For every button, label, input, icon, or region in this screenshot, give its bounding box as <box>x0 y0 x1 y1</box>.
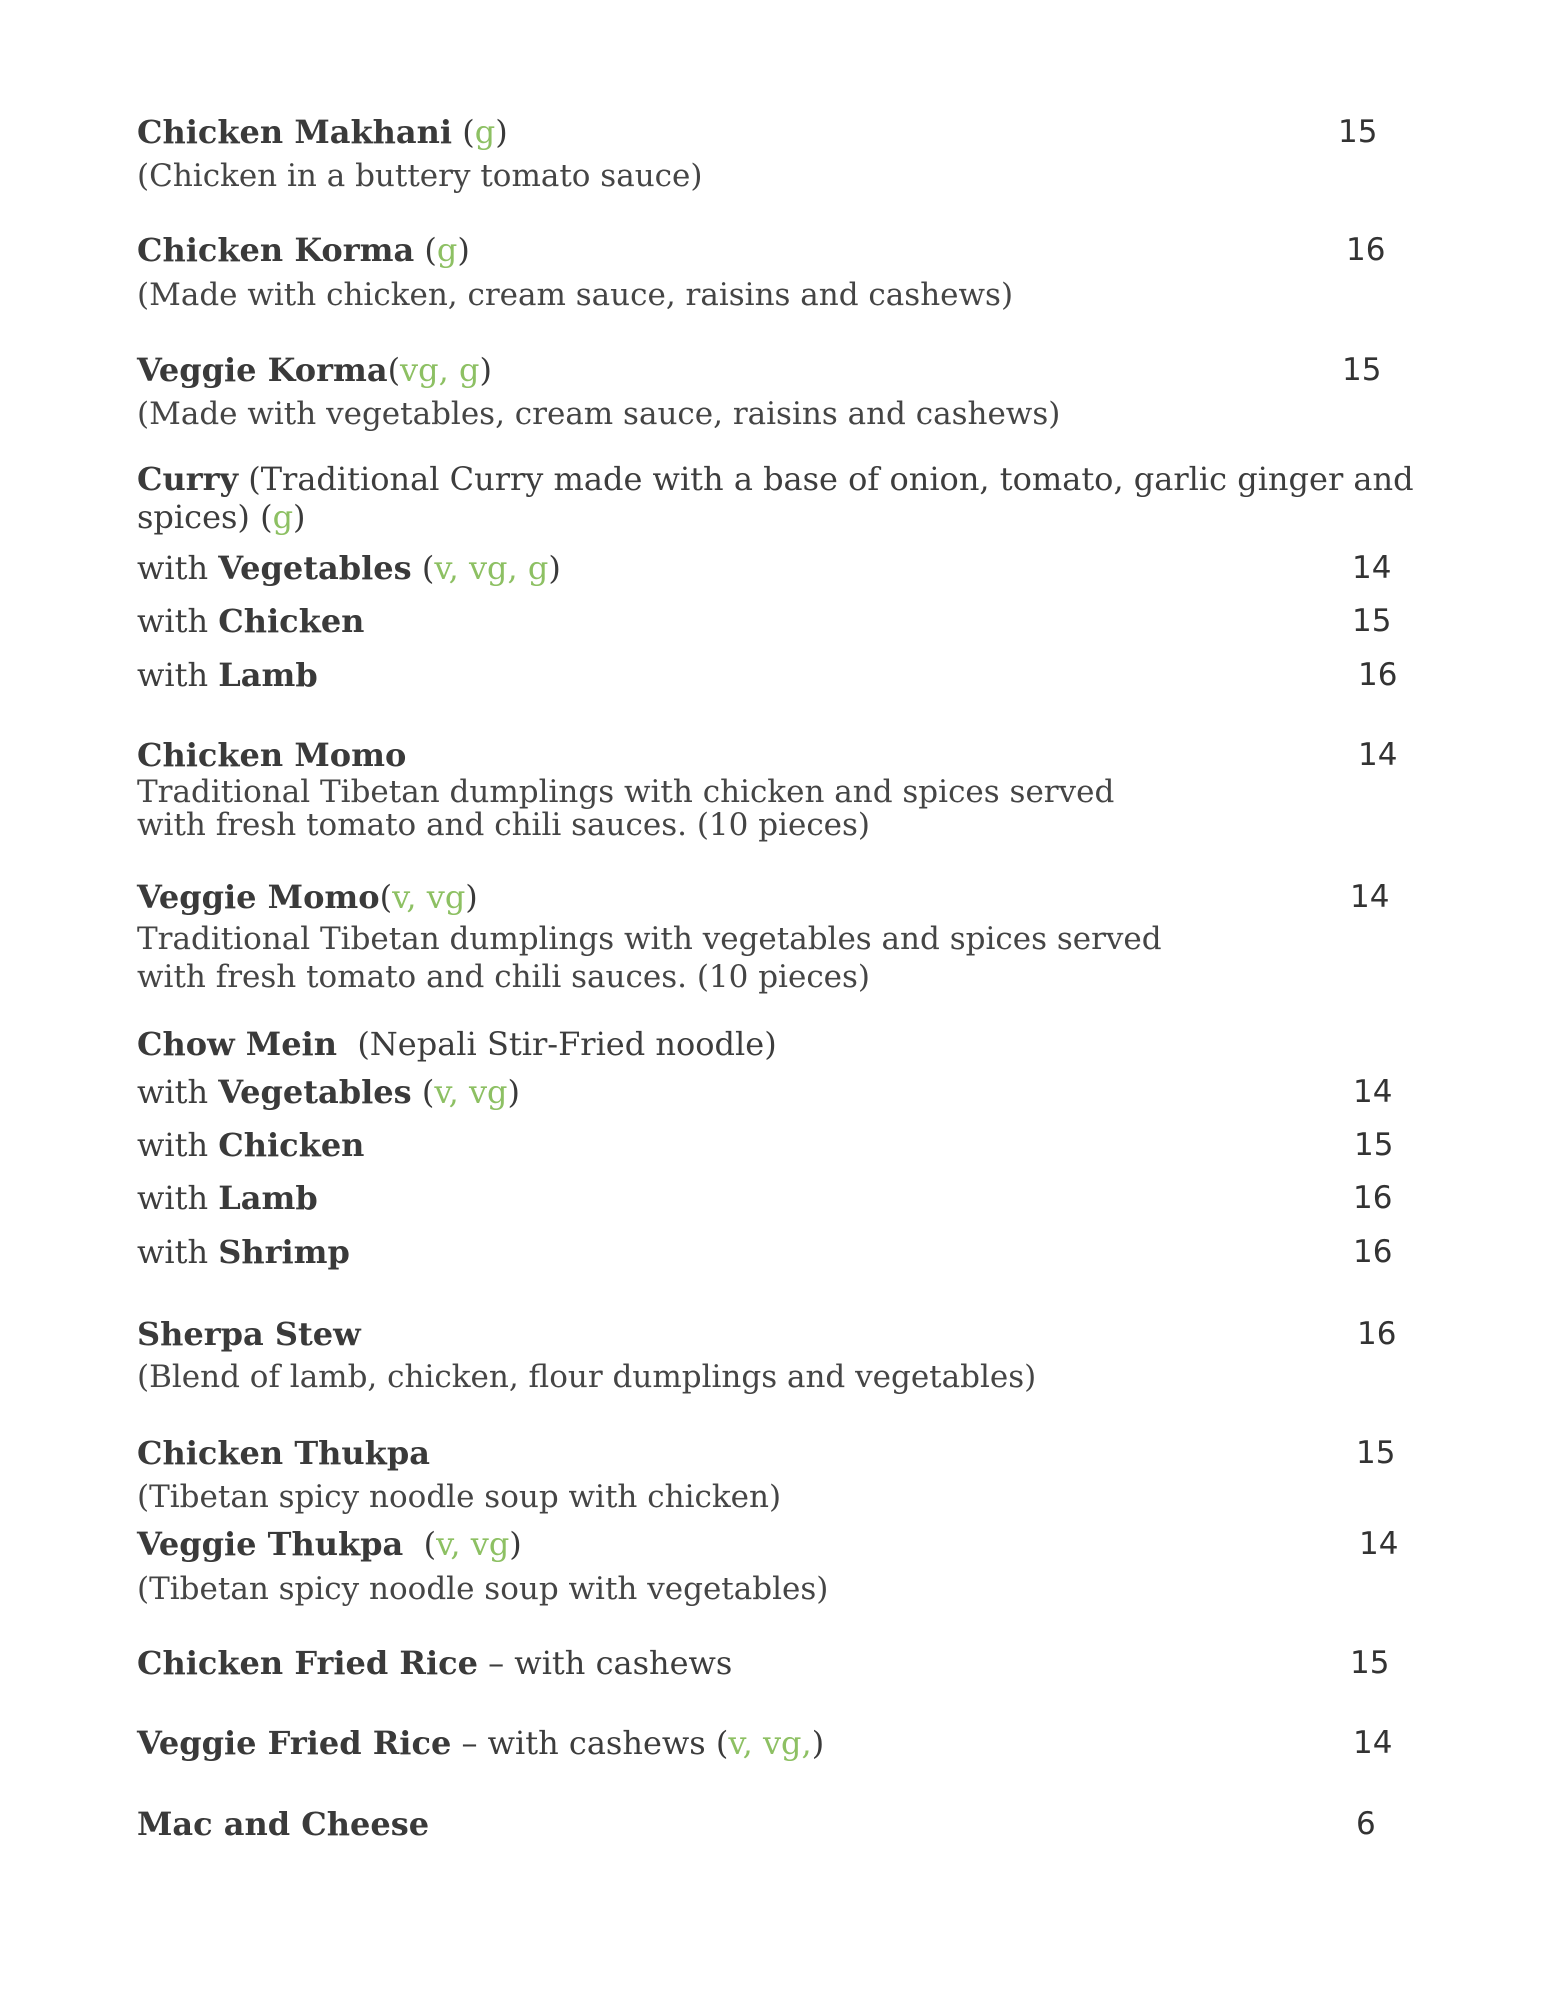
dietary-tags: v, vg, <box>728 1724 812 1762</box>
item-description: (Made with vegetables, cream sauce, raisins and cashews) <box>137 396 1061 432</box>
dietary-tags: g <box>474 113 496 151</box>
curry-description-continued: spices) (g) <box>137 498 306 536</box>
dietary-tags: vg, g <box>400 351 480 389</box>
item-description: (Chicken in a buttery tomato sauce) <box>137 158 703 194</box>
item-name: Veggie Momo <box>137 878 380 916</box>
menu-item-mac-and-cheese <box>137 1804 429 1844</box>
dietary-tags: v, vg <box>392 878 466 916</box>
option-price: 16 <box>1353 1234 1393 1270</box>
item-description: – with cashews <box>488 1644 733 1682</box>
menu-item-veggie-korma: Veggie Korma(vg, g) <box>137 351 492 389</box>
item-description: (Tibetan spicy noodle soup with chicken) <box>137 1479 782 1515</box>
item-name: Chicken Makhani <box>137 113 453 151</box>
menu-item-veggie-fried-rice: Veggie Fried Rice – with cashews (v, vg,) <box>137 1724 825 1762</box>
option-price: 16 <box>1358 657 1398 693</box>
menu-item-curry <box>137 459 1414 499</box>
item-description: – with cashews <box>461 1724 706 1762</box>
item-description: Traditional Tibetan dumplings with vegetables and spices served <box>137 921 1162 957</box>
item-description: (Tibetan spicy noodle soup with vegetables) <box>137 1571 829 1607</box>
item-price: 15 <box>1356 1435 1396 1471</box>
chow-mein-option-lamb: with Lamb <box>137 1179 318 1217</box>
option-price: 16 <box>1353 1180 1393 1216</box>
option-name: Lamb <box>218 656 318 694</box>
item-name: Chicken Thukpa <box>137 1434 430 1472</box>
item-description-line2: with fresh tomato and chili sauces. (10 pieces) <box>137 807 871 843</box>
item-price: 14 <box>1358 737 1398 773</box>
item-description: (Blend of lamb, chicken, flour dumplings and vegetables) <box>137 1359 1037 1395</box>
option-price: 14 <box>1352 550 1392 586</box>
item-name: Chicken Korma <box>137 231 415 269</box>
menu-item-chicken-makhani: Chicken Makhani (g) <box>137 113 508 151</box>
menu-item-veggie-thukpa: Veggie Thukpa (v, vg) <box>137 1525 522 1563</box>
chow-mein-option-shrimp: with Shrimp <box>137 1233 350 1271</box>
item-description: (Traditional Curry made with a base of onion, tomato, garlic ginger and <box>248 460 1414 498</box>
menu-item-chicken-thukpa <box>137 1433 430 1473</box>
menu-item-chicken-korma: Chicken Korma (g) <box>137 231 470 269</box>
item-name: Veggie Fried Rice <box>137 1724 452 1762</box>
item-price: 16 <box>1346 232 1386 268</box>
item-name: Chow Mein <box>137 1025 337 1063</box>
item-name: Veggie Thukpa <box>137 1525 404 1563</box>
option-name: Chicken <box>218 602 365 640</box>
item-name: Chicken Fried Rice <box>137 1644 478 1682</box>
menu-item-veggie-momo: Veggie Momo(v, vg) <box>137 878 478 916</box>
item-price: 15 <box>1338 114 1378 150</box>
item-price: 14 <box>1350 879 1390 915</box>
item-price: 6 <box>1356 1806 1376 1842</box>
dietary-tags: g <box>436 231 458 269</box>
option-name: Chicken <box>218 1126 365 1164</box>
menu-page <box>137 0 1437 2000</box>
option-name: Shrimp <box>218 1233 350 1271</box>
item-name: Veggie Korma <box>137 351 388 389</box>
item-price: 15 <box>1342 352 1382 388</box>
item-name: Curry <box>137 460 239 498</box>
chow-mein-option-chicken: with Chicken <box>137 1126 365 1164</box>
chow-mein-option-vegetables: with Vegetables (v, vg) <box>137 1073 520 1111</box>
item-price: 16 <box>1357 1316 1397 1352</box>
item-description: Traditional Tibetan dumplings with chicken and spices served <box>137 774 1115 810</box>
item-name: Sherpa Stew <box>137 1315 361 1353</box>
option-price: 15 <box>1352 603 1392 639</box>
item-name: Chicken Momo <box>137 736 407 774</box>
dietary-tags: g <box>272 498 294 536</box>
curry-option-vegetables: with Vegetables (v, vg, g) <box>137 549 561 587</box>
menu-item-chicken-momo <box>137 735 406 775</box>
item-name: Mac and Cheese <box>137 1805 430 1843</box>
item-description: (Made with chicken, cream sauce, raisins and cashews) <box>137 277 1014 313</box>
option-name: Vegetables <box>218 549 412 587</box>
menu-item-chow-mein <box>137 1024 777 1064</box>
menu-item-chicken-fried-rice <box>137 1643 732 1683</box>
menu-item-sherpa-stew <box>137 1314 361 1354</box>
option-price: 15 <box>1354 1127 1394 1163</box>
option-name: Vegetables <box>218 1073 412 1111</box>
item-price: 14 <box>1353 1725 1393 1761</box>
dietary-tags: v, vg <box>434 1073 508 1111</box>
item-description: (Nepali Stir-Fried noodle) <box>357 1025 777 1063</box>
item-description-line2: with fresh tomato and chili sauces. (10 pieces) <box>137 959 871 995</box>
curry-option-lamb: with Lamb <box>137 656 318 694</box>
dietary-tags: v, vg <box>436 1525 510 1563</box>
option-name: Lamb <box>218 1179 318 1217</box>
item-price: 14 <box>1359 1526 1399 1562</box>
item-price: 15 <box>1350 1645 1390 1681</box>
dietary-tags: v, vg, g <box>434 549 549 587</box>
option-price: 14 <box>1353 1074 1393 1110</box>
curry-option-chicken: with Chicken <box>137 602 365 640</box>
